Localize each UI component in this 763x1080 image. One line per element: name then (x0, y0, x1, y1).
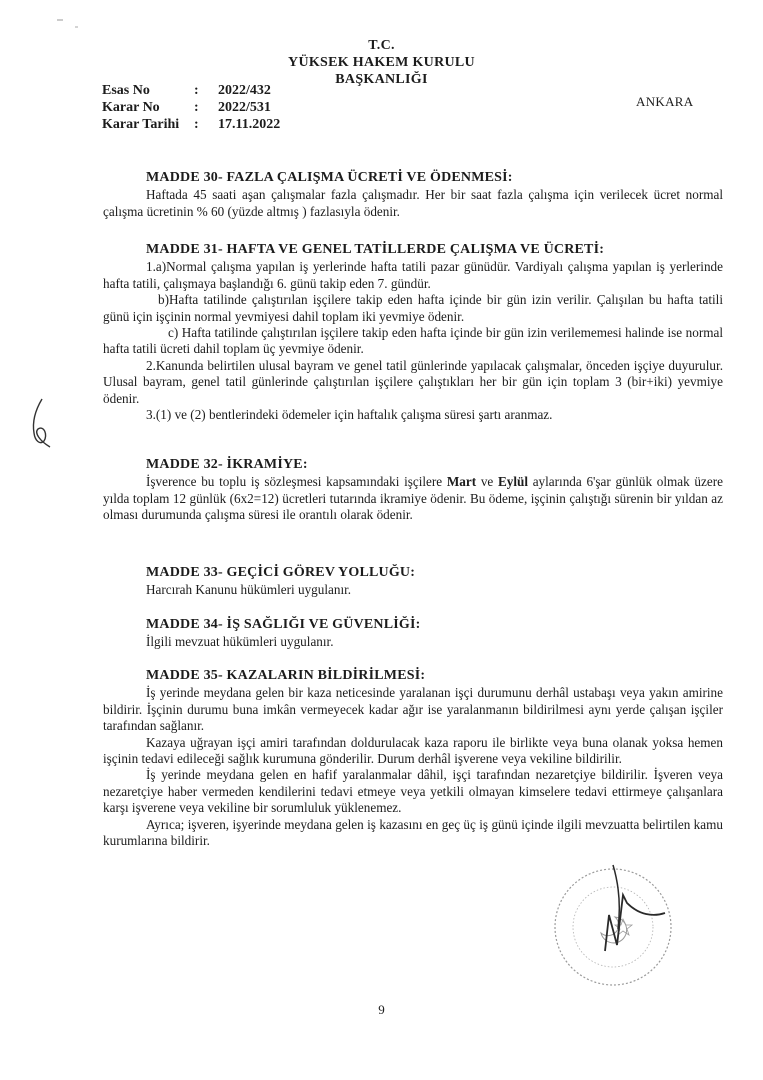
karar-colon: : (194, 100, 199, 115)
tarih-label: Karar Tarihi (102, 117, 180, 132)
madde-33-p1: Harcırah Kanunu hükümleri uygulanır. (146, 582, 352, 598)
madde-35-p1: İş yerinde meydana gelen bir kaza neticesinde yaralanan işçi durumunu derhâl ustabaşı veya yakın amirine bildirir. İşçinin durumu buna imkân vermeyecek kadar ağır ise yaralanmanın bildirilmesi aynı yerde çalışan işçiler tarafından sağlanır. (103, 685, 723, 734)
madde-31-title: MADDE 31- HAFTA VE GENEL TATİLLERDE ÇALIŞMA VE ÜCRETİ: (146, 242, 605, 257)
madde-33 (103, 565, 723, 599)
decision-meta (102, 82, 280, 133)
city-label: ANKARA (636, 94, 694, 109)
madde-30-p1: Haftada 45 saati aşan çalışmalar fazla çalışmadır. Her bir saat fazla çalışma için verilecek ücret normal çalışma ücretinin % 60 (yüzde altmış ) fazlasıyla ödenir. (103, 187, 723, 219)
official-seal (543, 855, 683, 995)
madde-33-title: MADDE 33- GEÇİCİ GÖREV YOLLUĞU: (146, 565, 416, 580)
madde-31 (103, 242, 723, 423)
madde-35-title: MADDE 35- KAZALARIN BİLDİRİLMESİ: (146, 668, 426, 683)
madde-32-p1 (103, 474, 723, 523)
tarih-value: 17.11.2022 (218, 117, 281, 132)
madde-31-p3: c) Hafta tatilinde çalıştırılan işçilere takip eden hafta içinde bir gün izin verilememesi halinde ise normal hafta tatili ücreti dahil toplam üç yevmiye ödenir. (103, 325, 723, 357)
header-tc: T.C. (368, 38, 395, 53)
karar-label: Karar No (102, 100, 160, 115)
handwritten-initial (28, 395, 54, 451)
madde-34-p1: İlgili mevzuat hükümleri uygulanır. (146, 634, 334, 650)
esas-label: Esas No (102, 83, 150, 98)
tarih-row (102, 116, 280, 133)
madde-32-title: MADDE 32- İKRAMİYE: (146, 457, 308, 472)
month-eylul: Eylül (497, 474, 529, 490)
header-department: BAŞKANLIĞI (335, 72, 428, 87)
esas-colon: : (194, 83, 199, 98)
madde-32-p1-b: ve (476, 474, 498, 490)
madde-31-p1: 1.a)Normal çalışma yapılan iş yerlerinde hafta tatili pazar günüdür. Vardiyalı çalışma yapılan iş yerlerinde hafta tatili, çalışmaya başlandığı 6. günü takip eden 7. gündür. (103, 259, 723, 291)
header-institution: YÜKSEK HAKEM KURULU (288, 55, 475, 70)
karar-value: 2022/531 (218, 100, 271, 115)
madde-34 (103, 617, 723, 651)
month-mart: Mart (446, 474, 477, 490)
madde-31-p2: b)Hafta tatilinde çalıştırılan işçilere takip eden hafta içinde bir gün izin verilir. Çalışılan bu hafta tatili günü için işçinin normal yevmiyesi dahil toplam iki yevmiye ödenir. (103, 292, 723, 324)
madde-35 (103, 668, 723, 849)
madde-31-p4: 2.Kanunda belirtilen ulusal bayram ve genel tatil günlerinde yapılacak çalışmalar, önceden işçiye duyurulur. Ulusal bayram, genel tatil günlerinde çalıştırılan işçilere çalıştıkları her bir gün için toplam 3 (bir+iki) yevmiye ödenir. (103, 357, 723, 406)
madde-35-p4: Ayrıca; işveren, işyerinde meydana gelen iş kazasını en geç üç iş günü içinde ilgili mevzuatta belirtilen kamu kurumlarına bildirir. (103, 816, 723, 849)
madde-35-p3: İş yerinde meydana gelen en hafif yaralanmalar dâhil, işçi tarafından nezaretçiye bildirilir. İşveren veya nezaretçiye haber vermeden kendilerini tedavi etmeye veya yetkili olmayan kimselere tedavi ettirmeye çalışanlara karşı işverene veya vekiline bir sorumluluk yüklenemez. (103, 767, 723, 816)
karar-row (102, 99, 280, 116)
esas-value: 2022/432 (218, 83, 271, 98)
madde-30 (103, 170, 723, 220)
madde-35-p2: Kazaya uğrayan işçi amiri tarafından doldurulacak kaza raporu ile birlikte veya buna olanak yoksa hemen işçinin tedavi edileceği sağlık kurumuna gönderilir. Durum derhâl işverene veya vekiline bildirilir. (103, 734, 723, 767)
madde-32-p1-c: aylarında 6'şar günlük olmak üzere yılda toplam 12 günlük (6x2=12) ücretleri tutarında ikramiye ödenir. Bu ödeme, işçinin çalıştığı sürenin bir yıldan az olması durumunda çalışma süresi ile orantılı olarak ödenir. (103, 474, 723, 523)
madde-30-title: MADDE 30- FAZLA ÇALIŞMA ÜCRETİ VE ÖDENMESİ: (146, 170, 513, 185)
tarih-colon: : (194, 117, 199, 132)
madde-32 (103, 457, 723, 524)
madde-31-p5: 3.(1) ve (2) bentlerindeki ödemeler için haftalık çalışma süresi şartı aranmaz. (146, 407, 553, 423)
madde-34-title: MADDE 34- İŞ SAĞLIĞI VE GÜVENLİĞİ: (146, 617, 421, 632)
esas-row (102, 82, 280, 99)
page-number: 9 (378, 1002, 385, 1017)
madde-32-p1-a: İşverence bu toplu iş sözleşmesi kapsamındaki işçilere (146, 474, 447, 490)
